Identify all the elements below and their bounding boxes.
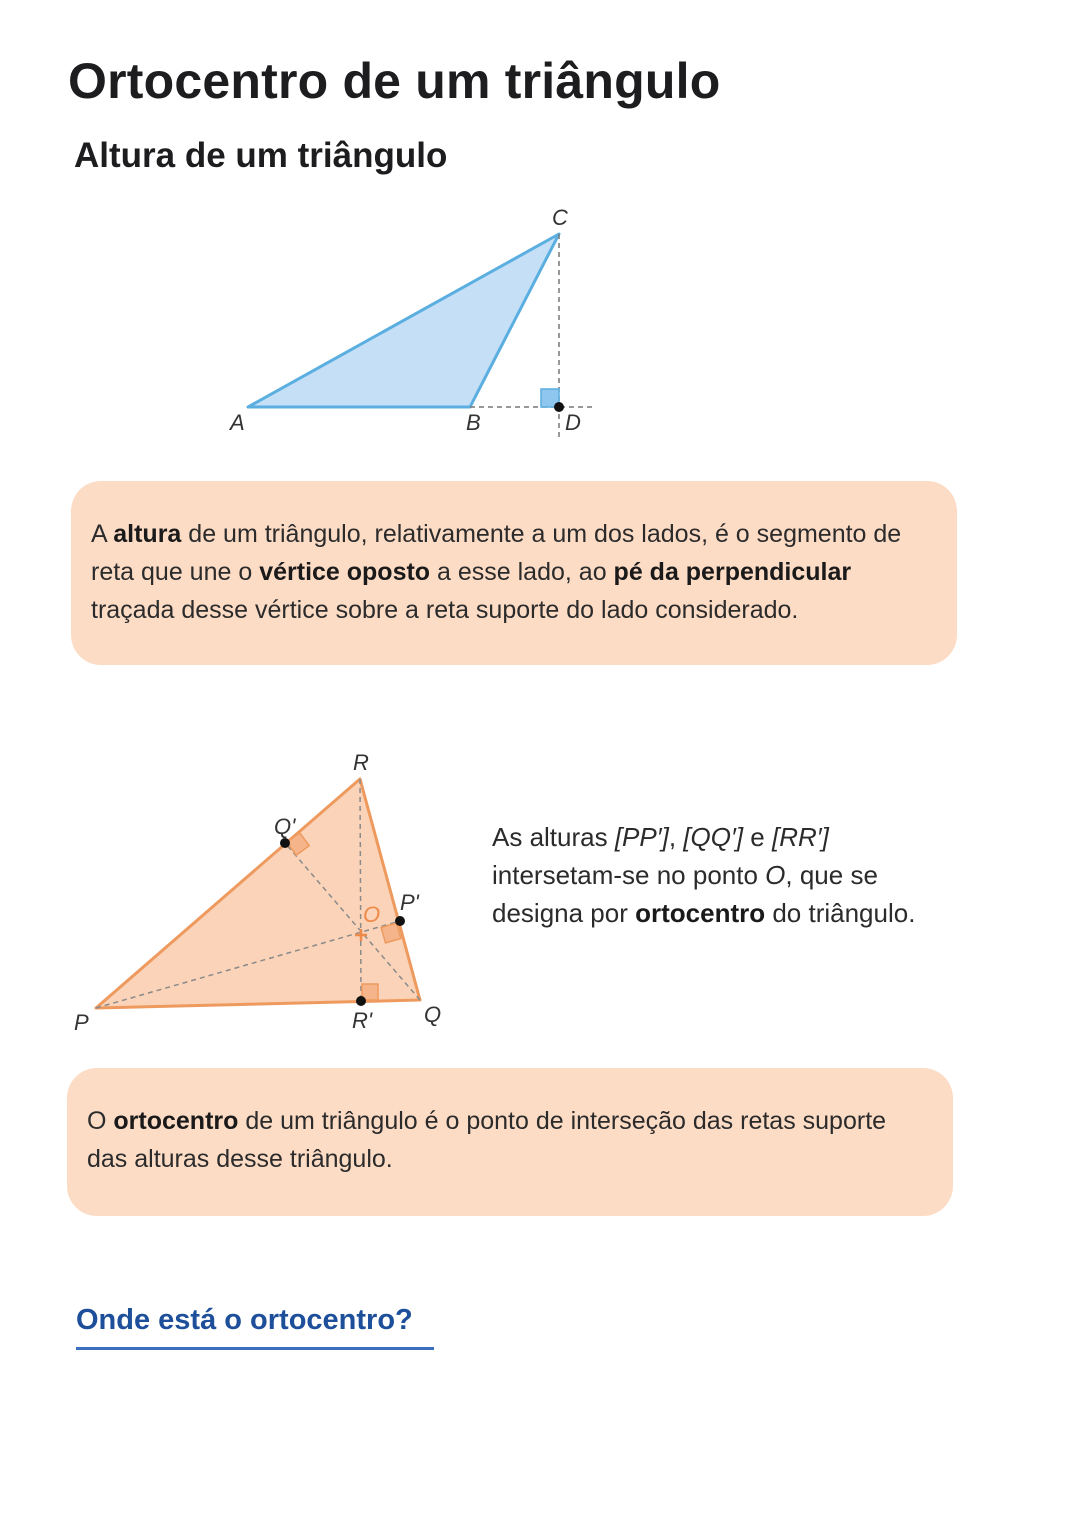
- text: A: [91, 520, 114, 548]
- text: e: [743, 822, 772, 852]
- altitude-figure: [220, 200, 620, 450]
- point-d: [554, 402, 564, 412]
- text: , que se designa por: [492, 860, 878, 928]
- label-d: D: [565, 410, 581, 435]
- orthocenter-definition-box: [67, 1068, 953, 1216]
- bold-term-ortocentro: ortocentro: [635, 898, 766, 928]
- label-r-prime: R': [352, 1008, 373, 1033]
- point-q-prime: [280, 838, 290, 848]
- label-o: O: [363, 902, 381, 927]
- text: traçada desse vértice sobre a reta suporte do lado considerado.: [91, 596, 799, 624]
- point-p-prime: [395, 916, 405, 926]
- label-q-prime: Q': [274, 814, 296, 839]
- altitude-definition-box: [71, 481, 957, 665]
- text: As alturas: [492, 822, 615, 852]
- text: intersetam-se no ponto: [492, 860, 766, 890]
- bold-term-pe-da-perpendicular: pé da perpendicular: [613, 558, 852, 586]
- label-r: R: [353, 750, 369, 775]
- point-r-prime: [356, 996, 366, 1006]
- point-o-name: O: [765, 860, 786, 890]
- label-p-prime: P': [400, 890, 419, 915]
- triangle-abc: [248, 234, 559, 407]
- bold-term-ortocentro: ortocentro: [113, 1107, 239, 1135]
- bold-term-vertice-oposto: vértice oposto: [259, 558, 431, 586]
- orthocenter-explanation: [492, 818, 932, 932]
- text: ,: [668, 822, 684, 852]
- segment-pp-prime: [PP′]: [614, 822, 669, 852]
- label-c: C: [552, 205, 568, 230]
- section-heading-onde-esta: Onde está o ortocentro?: [76, 1304, 434, 1350]
- bold-term-altura: altura: [113, 520, 182, 548]
- label-q: Q: [424, 1002, 442, 1027]
- segment-qq-prime: [QQ′]: [683, 822, 744, 852]
- label-a: A: [230, 410, 245, 435]
- label-b: B: [466, 410, 481, 435]
- segment-rr-prime: [RR′]: [772, 822, 829, 852]
- triangle-pqr: [96, 779, 420, 1008]
- orthocenter-figure: [60, 740, 480, 1050]
- text: do triângulo.: [765, 898, 916, 928]
- label-p: P: [74, 1010, 89, 1035]
- text: O: [87, 1107, 114, 1135]
- section-subtitle: Altura de um triângulo: [74, 136, 448, 175]
- page-title: Ortocentro de um triângulo: [68, 53, 721, 109]
- text: de um triângulo, relativamente a um dos lados, é o segmento de reta que une o: [91, 520, 902, 586]
- text: de um triângulo é o ponto de interseção das retas suporte das alturas desse triângulo.: [87, 1107, 887, 1173]
- right-angle-mark-p: [381, 923, 401, 943]
- text: a esse lado, ao: [430, 558, 614, 586]
